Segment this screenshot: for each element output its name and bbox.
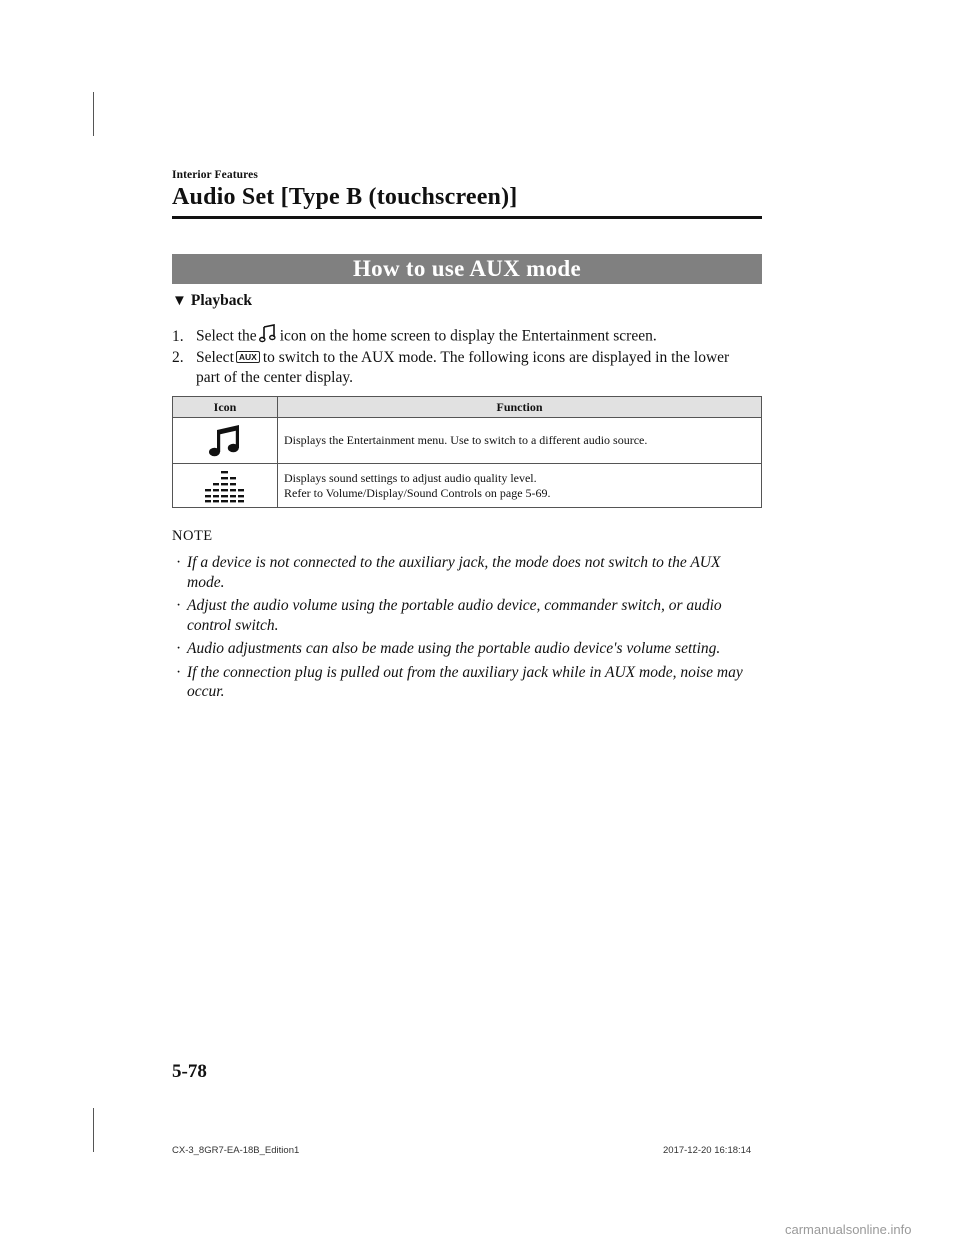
crop-mark-top: [93, 92, 94, 136]
triangle-marker-icon: ▼: [172, 293, 187, 309]
page-number: 5-78: [172, 1061, 207, 1082]
icon-cell: [173, 418, 278, 464]
bullet-icon: ·: [176, 597, 182, 614]
note-text: Audio adjustments can also be made using the portable audio device's volume setting.: [187, 640, 721, 657]
function-text-reference: Refer to Volume/Display/Sound Controls on page 5-69.: [284, 485, 551, 500]
step-number: 1.: [172, 327, 184, 345]
step-text-continued: part of the center display.: [196, 369, 353, 386]
function-cell: [278, 464, 762, 508]
bullet-icon: ·: [176, 663, 182, 681]
note-text: Adjust the audio volume using the portable audio device, commander switch, or audio control switch.: [187, 597, 722, 634]
subheading-text: Playback: [190, 292, 253, 309]
function-text: Displays sound settings to adjust audio quality level.: [284, 470, 537, 485]
crop-mark-bottom: [93, 1108, 94, 1152]
music-note-icon: [259, 324, 277, 350]
watermark: carmanualsonline.info: [785, 1222, 912, 1237]
topic-banner: How to use AUX mode: [172, 254, 762, 284]
icon-cell: [173, 464, 278, 508]
step-text-after: icon on the home screen to display the Entertainment screen.: [279, 327, 657, 345]
icon-function-table: [172, 396, 762, 508]
bullet-icon: ·: [176, 554, 182, 571]
function-text: Displays the Entertainment menu. Use to switch to a different audio source.: [284, 433, 648, 447]
footer-edition: CX-3_8GR7-EA-18B_Edition1: [172, 1145, 300, 1156]
function-cell: [278, 418, 762, 464]
step-2: [172, 348, 762, 388]
column-header-function: Function: [278, 397, 762, 418]
title-divider: [172, 216, 762, 219]
step-number: 2.: [172, 349, 184, 366]
music-note-icon: [208, 432, 242, 446]
table-row: [173, 418, 762, 464]
section-label: Interior Features: [172, 169, 258, 181]
step-text-before: Select: [196, 349, 234, 366]
aux-button-icon: AUX: [236, 351, 260, 363]
note-list: [175, 553, 760, 706]
note-label: NOTE: [172, 528, 213, 544]
table-row: [173, 464, 762, 508]
step-text-after: to switch to the AUX mode. The following icons are displayed in the lower: [262, 349, 730, 366]
note-item: [175, 663, 760, 702]
page-title: Audio Set [Type B (touchscreen)]: [172, 184, 518, 210]
equalizer-icon: [205, 477, 245, 491]
note-text: If a device is not connected to the auxiliary jack, the mode does not switch to the AUX mode.: [187, 554, 721, 591]
bullet-icon: ·: [176, 640, 182, 657]
step-1: [172, 324, 657, 350]
column-header-icon: Icon: [173, 397, 278, 418]
step-text-before: Select the: [196, 327, 257, 345]
note-item: [175, 596, 760, 635]
note-item: [175, 639, 760, 659]
subheading: [172, 292, 252, 310]
note-item: [175, 553, 760, 592]
note-text: If the connection plug is pulled out from the auxiliary jack while in AUX mode, noise may occur.: [187, 663, 743, 700]
footer-timestamp: 2017-12-20 16:18:14: [663, 1145, 752, 1156]
